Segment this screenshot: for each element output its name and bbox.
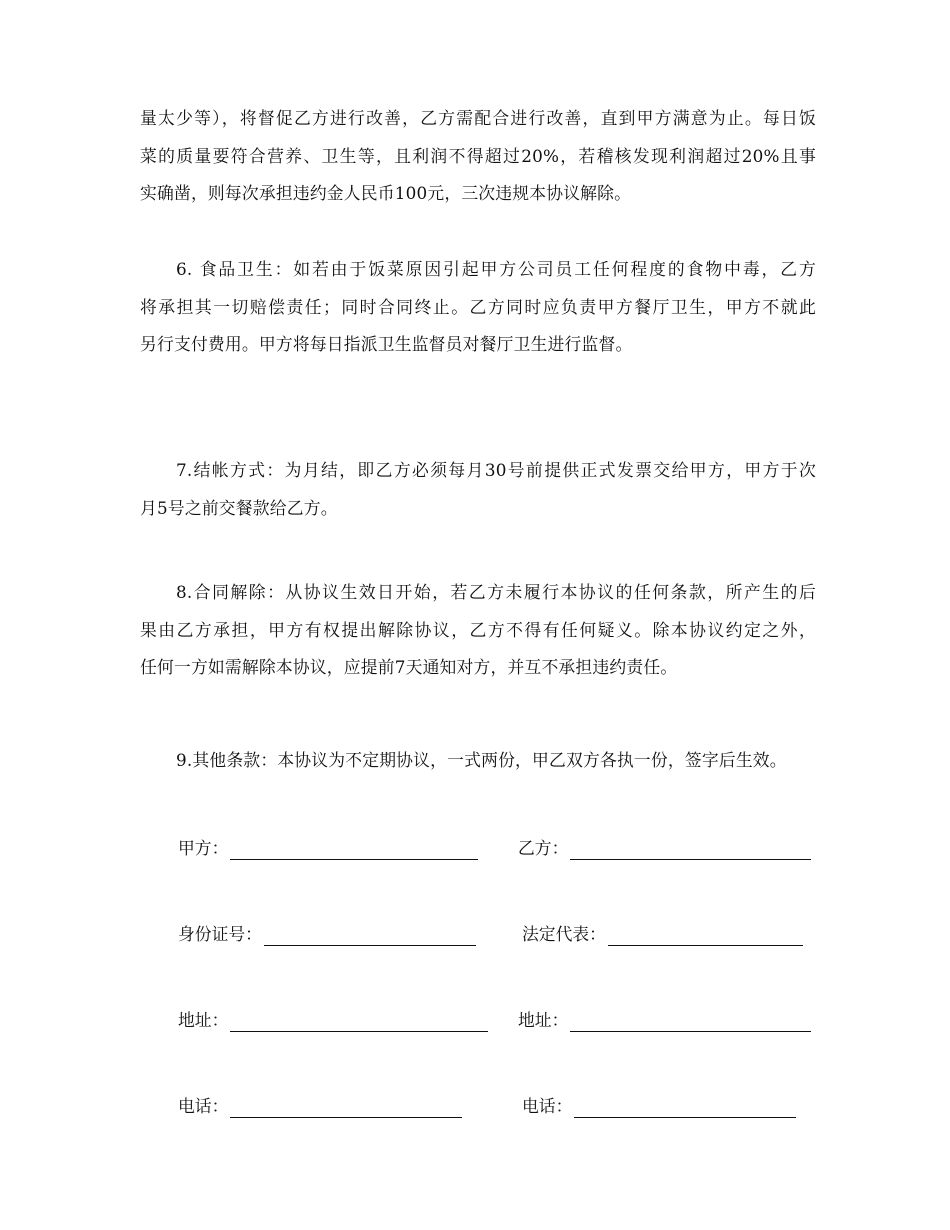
clause-7-line-1: 7.结帐方式：为月结，即乙方必须每月30号前提供正式发票交给甲方，甲方于次 — [176, 460, 816, 480]
phone-b-line[interactable] — [574, 1097, 796, 1118]
clause-6-food-hygiene — [140, 251, 816, 364]
party-b-field — [518, 830, 811, 860]
clause-6-line-3: 另行支付费用。甲方将每日指派卫生监督员对餐厅卫生进行监督。 — [140, 334, 633, 354]
phone-a-field — [178, 1088, 462, 1118]
clause-6-line-1: 6. 食品卫生：如若由于饭菜原因引起甲方公司员工任何程度的食物中毒，乙方 — [176, 259, 816, 279]
phone-b-label: 电话： — [522, 1096, 573, 1116]
clause-6-line-2: 将承担其一切赔偿责任；同时合同终止。乙方同时应负责甲方餐厅卫生，甲方不就此 — [140, 296, 816, 317]
id-number-field — [178, 916, 476, 946]
party-b-signature-line[interactable] — [570, 839, 811, 860]
party-a-label: 甲方： — [178, 838, 229, 858]
address-b-line[interactable] — [570, 1011, 811, 1032]
id-number-label: 身份证号： — [178, 924, 262, 944]
clause-8-line-3: 任何一方如需解除本协议，应提前7天通知对方，并互不承担违约责任。 — [140, 657, 678, 677]
clause-8-termination — [140, 574, 816, 687]
clause-9-line-1: 9.其他条款：本协议为不定期协议，一式两份，甲乙双方各执一份，签字后生效。 — [176, 750, 787, 770]
party-a-field — [178, 830, 478, 860]
clause-8-line-2: 果由乙方承担，甲方有权提出解除协议，乙方不得有任何疑义。除本协议约定之外， — [140, 619, 816, 640]
party-a-signature-line[interactable] — [230, 839, 478, 860]
address-a-line[interactable] — [230, 1011, 488, 1032]
clause-5-line-1: 量太少等），将督促乙方进行改善，乙方需配合进行改善，直到甲方满意为止。每日饭 — [140, 108, 816, 128]
clause-8-line-1: 8.合同解除：从协议生效日开始，若乙方未履行本协议的任何条款，所产生的后 — [176, 582, 816, 602]
clause-7-line-2: 月5号之前交餐款给乙方。 — [140, 497, 338, 518]
clause-7-settlement — [140, 452, 816, 527]
signature-row-address — [0, 1002, 950, 1032]
signature-row-id — [0, 916, 950, 946]
clause-5-continuation — [140, 100, 816, 213]
address-a-field — [178, 1002, 488, 1032]
clause-9-other-terms — [140, 742, 816, 780]
id-number-line[interactable] — [264, 925, 476, 946]
phone-a-label: 电话： — [178, 1096, 229, 1116]
address-a-label: 地址： — [178, 1010, 229, 1030]
clause-5-line-2: 菜的质量要符合营养、卫生等，且利润不得超过20%，若稽核发现利润超过20%且事 — [140, 145, 816, 166]
party-b-label: 乙方： — [518, 838, 569, 858]
address-b-label: 地址： — [518, 1010, 569, 1030]
legal-rep-field — [522, 916, 803, 946]
address-b-field — [518, 1002, 811, 1032]
signature-row-parties — [0, 830, 950, 860]
legal-rep-label: 法定代表： — [522, 924, 606, 944]
clause-5-line-3: 实确凿，则每次承担违约金人民币100元，三次违规本协议解除。 — [140, 183, 632, 203]
legal-rep-line[interactable] — [608, 925, 803, 946]
signature-row-phone — [0, 1088, 950, 1118]
phone-a-line[interactable] — [230, 1097, 462, 1118]
phone-b-field — [522, 1088, 796, 1118]
